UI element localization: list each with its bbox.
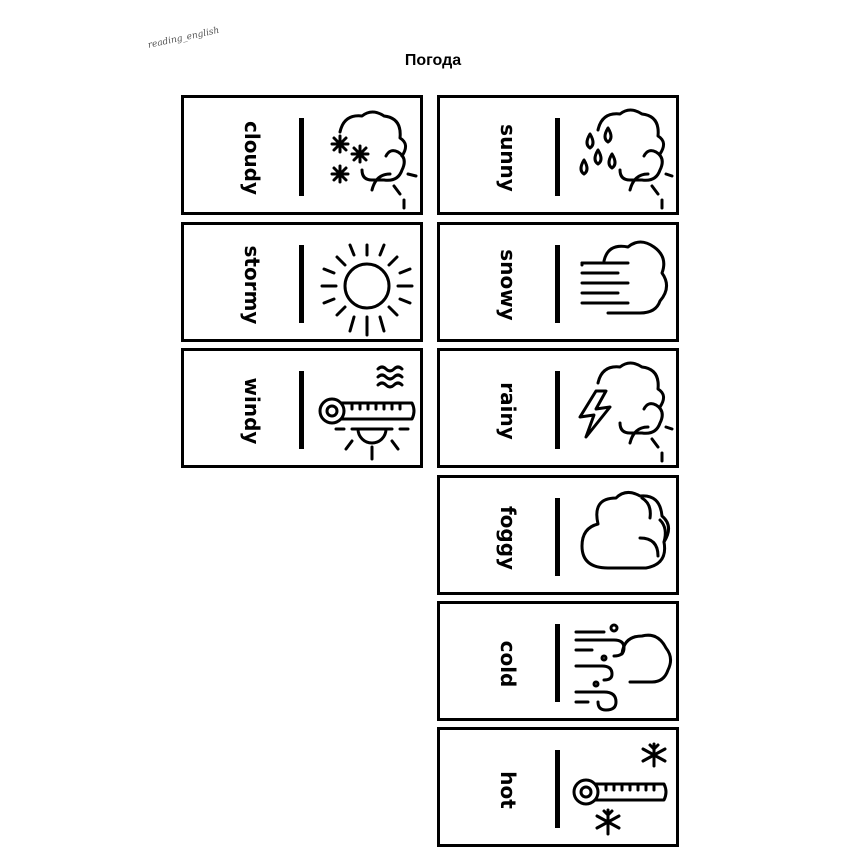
card-windy xyxy=(181,348,423,468)
watermark-logo xyxy=(145,22,225,52)
hot-thermometer-icon xyxy=(312,357,418,463)
divider xyxy=(299,245,304,323)
wind-cloud-icon xyxy=(568,610,674,716)
card-rainy xyxy=(437,348,679,468)
card-foggy xyxy=(437,475,679,595)
card-word: windy xyxy=(240,377,264,445)
fog-cloud-icon xyxy=(568,231,674,337)
divider xyxy=(299,118,304,196)
divider xyxy=(555,624,560,702)
card-word: snowy xyxy=(496,249,520,321)
divider xyxy=(555,245,560,323)
divider xyxy=(555,371,560,449)
divider xyxy=(299,371,304,449)
card-word: sunny xyxy=(496,124,520,192)
card-stormy xyxy=(181,222,423,342)
divider xyxy=(555,118,560,196)
card-sunny xyxy=(437,95,679,215)
rain-cloud-sun-icon xyxy=(568,104,674,210)
divider xyxy=(555,498,560,576)
card-hot xyxy=(437,727,679,847)
snow-cloud-icon xyxy=(312,104,418,210)
storm-cloud-icon xyxy=(568,357,674,463)
card-word: cold xyxy=(496,640,520,688)
card-cold xyxy=(437,601,679,721)
card-word: rainy xyxy=(496,382,520,440)
sun-icon xyxy=(312,231,418,337)
card-word: stormy xyxy=(240,245,264,325)
page-title: Погода xyxy=(404,52,462,69)
card-word: hot xyxy=(496,771,520,809)
cold-thermometer-icon xyxy=(568,736,674,842)
card-word: foggy xyxy=(496,505,520,571)
cloud-icon xyxy=(568,484,674,590)
watermark-text: reading_english xyxy=(146,25,221,51)
card-cloudy xyxy=(181,95,423,215)
card-snowy xyxy=(437,222,679,342)
card-word: cloudy xyxy=(240,120,264,196)
divider xyxy=(555,750,560,828)
